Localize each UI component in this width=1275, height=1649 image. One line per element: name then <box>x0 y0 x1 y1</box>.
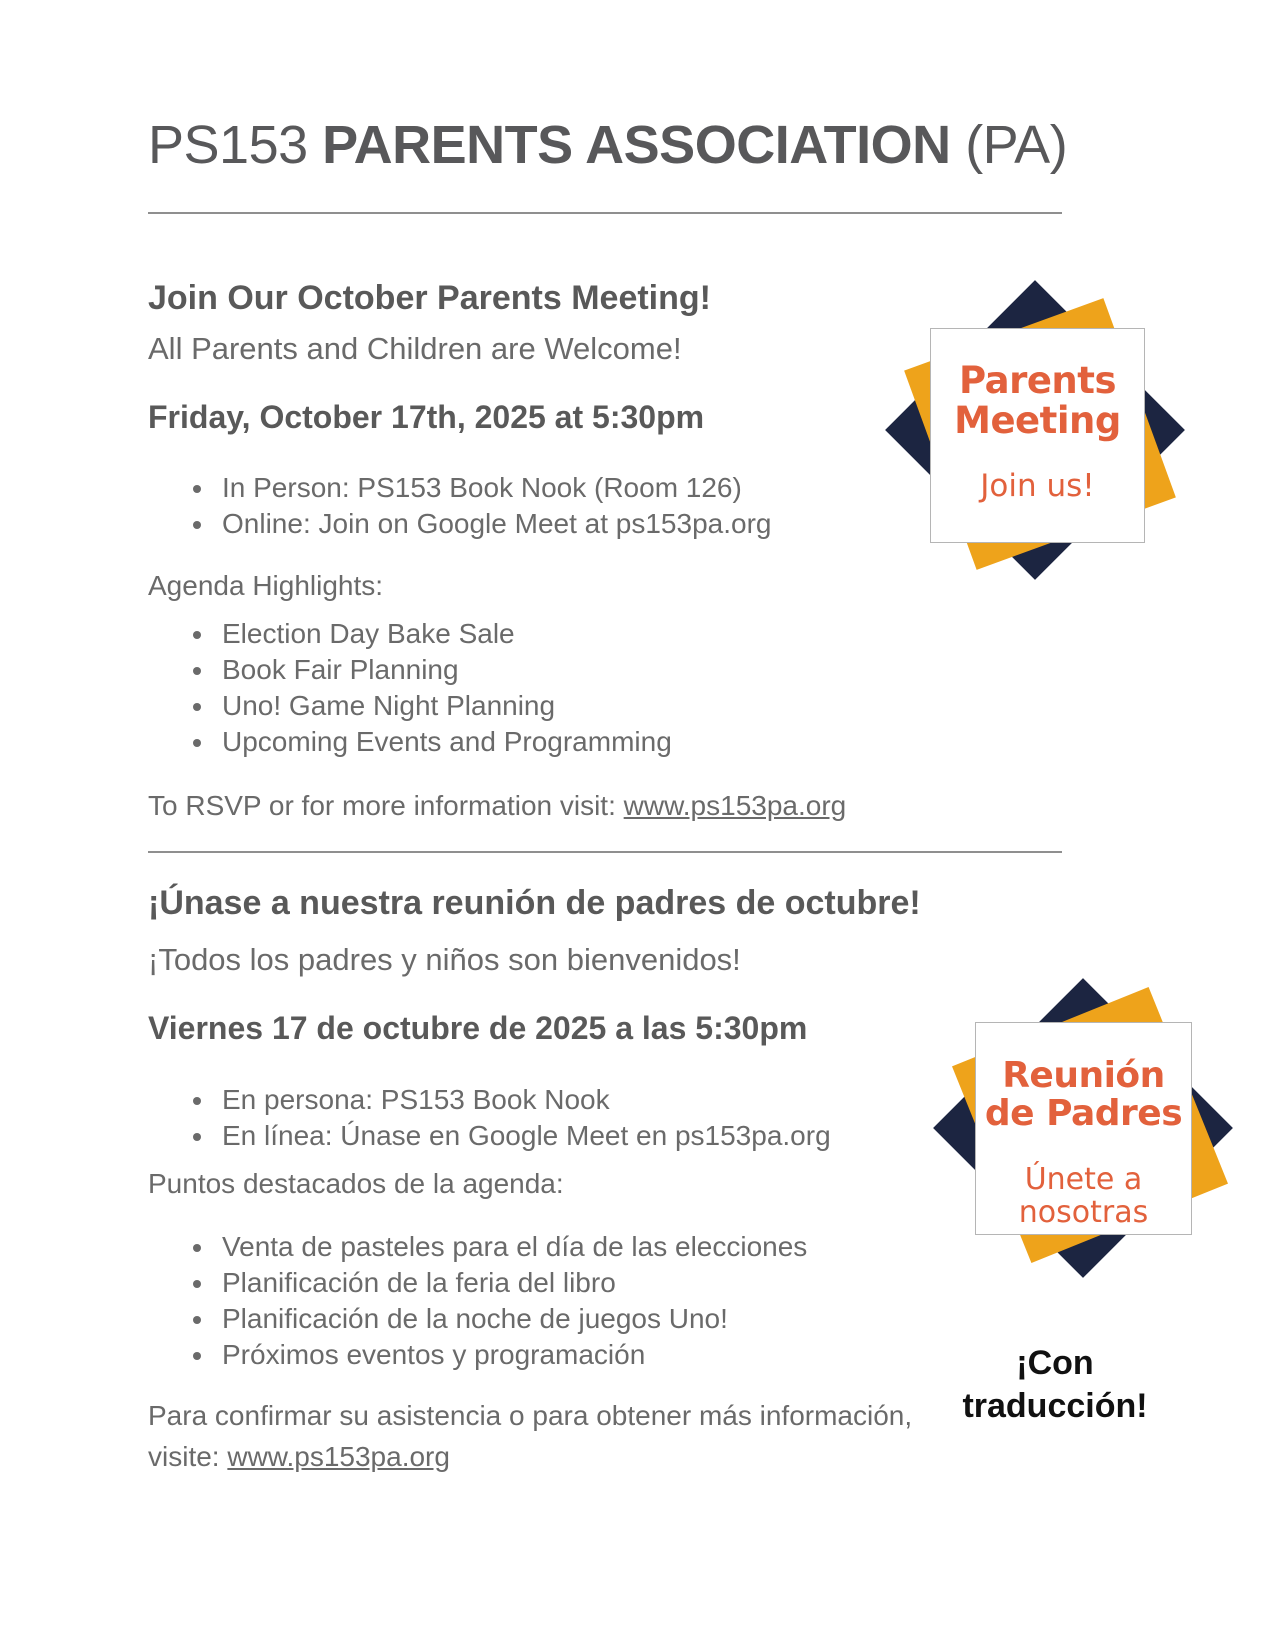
translation-note-line2: traducción! <box>962 1387 1148 1425</box>
spanish-rsvp-text-line2: visite: <box>148 1441 228 1472</box>
spanish-rsvp-text-line1: Para confirmar su asistencia o para obtener más información, <box>148 1400 913 1431</box>
spanish-location-list <box>148 1082 1016 1154</box>
agenda-item: • Próximos eventos y programación <box>216 1337 1016 1373</box>
english-datetime: Friday, October 17th, 2025 at 5:30pm <box>148 399 705 435</box>
spanish-rsvp-line <box>148 1395 1008 1477</box>
badge-title <box>976 1057 1191 1133</box>
agenda-item: • Planificación de la noche de juegos Uno! <box>216 1301 1016 1337</box>
spanish-rsvp-link[interactable]: www.ps153pa.org <box>227 1441 450 1472</box>
section-divider-middle <box>148 851 1062 853</box>
badge-title-line1: Parents <box>959 359 1116 402</box>
english-rsvp-link[interactable]: www.ps153pa.org <box>623 790 847 821</box>
section-divider-top <box>148 212 1062 214</box>
page-title-suffix: (PA) <box>950 115 1068 175</box>
english-rsvp-line <box>148 785 1008 826</box>
badge-cta-line1: Únete a <box>1024 1162 1143 1197</box>
reunion-de-padres-badge <box>975 1022 1192 1235</box>
location-item: • En línea: Únase en Google Meet en ps153pa.org <box>216 1118 1016 1154</box>
badge-title <box>931 361 1144 441</box>
spanish-heading: ¡Únase a nuestra reunión de padres de octubre! <box>148 884 921 922</box>
badge-cta <box>976 1163 1191 1229</box>
badge-title-line1: Reunión <box>1002 1055 1165 1096</box>
badge-title-line2: Meeting <box>954 399 1121 442</box>
location-item: • In Person: PS153 Book Nook (Room 126) <box>216 470 1016 506</box>
badge-title-line2: de Padres <box>984 1093 1183 1134</box>
spanish-datetime: Viernes 17 de octubre de 2025 a las 5:30pm <box>148 1010 808 1046</box>
english-heading: Join Our October Parents Meeting! <box>148 279 711 317</box>
parents-meeting-badge <box>930 328 1145 543</box>
location-item: • Online: Join on Google Meet at ps153pa.org <box>216 506 1016 542</box>
page-title-main: PARENTS ASSOCIATION <box>322 115 951 175</box>
english-agenda-list <box>148 616 1016 760</box>
agenda-item: • Venta de pasteles para el día de las elecciones <box>216 1229 1016 1265</box>
badge-cta: Join us! <box>980 468 1095 504</box>
agenda-item: • Book Fair Planning <box>216 652 1016 688</box>
location-item: • En persona: PS153 Book Nook <box>216 1082 1016 1118</box>
english-agenda-label: Agenda Highlights: <box>148 570 384 601</box>
agenda-item: • Upcoming Events and Programming <box>216 724 1016 760</box>
spanish-subheading: ¡Todos los padres y niños son bienvenidos! <box>148 942 741 977</box>
english-rsvp-text: To RSVP or for more information visit: <box>148 790 624 821</box>
page-title-prefix: PS153 <box>148 115 323 175</box>
spanish-agenda-list <box>148 1229 1016 1373</box>
badge-cta-line2: nosotras <box>1018 1195 1149 1230</box>
agenda-item: • Planificación de la feria del libro <box>216 1265 1016 1301</box>
spanish-agenda-label: Puntos destacados de la agenda: <box>148 1168 564 1199</box>
page-title <box>148 112 1078 178</box>
english-location-list <box>148 470 1016 542</box>
translation-note-line1: ¡Con <box>1016 1344 1094 1382</box>
english-subheading: All Parents and Children are Welcome! <box>148 331 682 366</box>
agenda-item: • Election Day Bake Sale <box>216 616 1016 652</box>
agenda-item: • Uno! Game Night Planning <box>216 688 1016 724</box>
translation-note <box>920 1342 1190 1428</box>
